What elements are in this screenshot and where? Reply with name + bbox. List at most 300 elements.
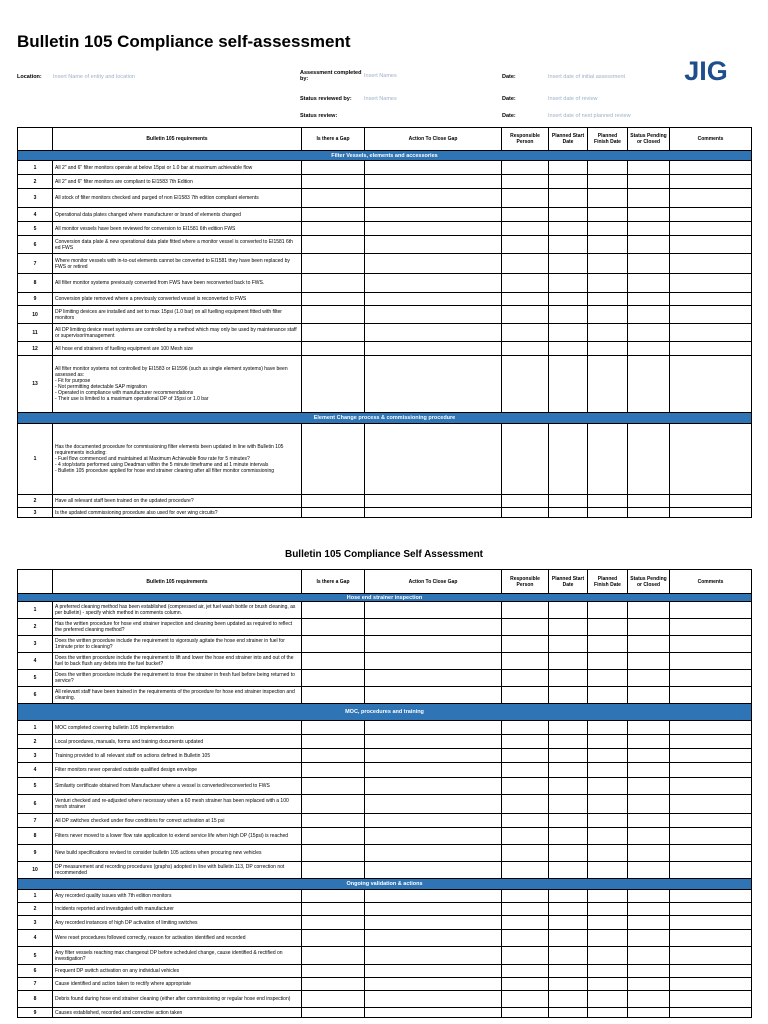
finish-date-cell[interactable]: [588, 903, 628, 916]
start-date-cell[interactable]: [549, 814, 588, 828]
table-row: [18, 293, 752, 306]
responsible-cell[interactable]: [502, 602, 549, 619]
start-date-cell[interactable]: [549, 495, 588, 508]
comments-cell[interactable]: [670, 495, 752, 508]
status-cell[interactable]: [628, 814, 670, 828]
gap-cell[interactable]: [302, 175, 365, 189]
status-cell[interactable]: [628, 161, 670, 175]
start-date-cell[interactable]: [549, 670, 588, 687]
start-date-cell[interactable]: [549, 965, 588, 978]
initial-date-field[interactable]: Insert date of initial assessment: [548, 74, 626, 80]
responsible-cell[interactable]: [502, 795, 549, 814]
action-cell[interactable]: [365, 670, 502, 687]
comments-cell[interactable]: [670, 862, 752, 879]
comments-cell[interactable]: [670, 636, 752, 653]
responsible-cell[interactable]: [502, 189, 549, 208]
action-cell[interactable]: [365, 814, 502, 828]
responsible-cell[interactable]: [502, 814, 549, 828]
action-cell[interactable]: [365, 1008, 502, 1018]
finish-date-cell[interactable]: [588, 670, 628, 687]
responsible-cell[interactable]: [502, 763, 549, 778]
action-cell[interactable]: [365, 828, 502, 845]
finish-date-cell[interactable]: [588, 274, 628, 293]
status-cell[interactable]: [628, 1008, 670, 1018]
action-cell[interactable]: [365, 978, 502, 991]
start-date-cell[interactable]: [549, 947, 588, 965]
status-cell[interactable]: [628, 930, 670, 947]
responsible-cell[interactable]: [502, 890, 549, 903]
comments-cell[interactable]: [670, 274, 752, 293]
action-cell[interactable]: [365, 795, 502, 814]
action-cell[interactable]: [365, 991, 502, 1008]
finish-date-cell[interactable]: [588, 721, 628, 735]
comments-cell[interactable]: [670, 208, 752, 222]
responsible-cell[interactable]: [502, 208, 549, 222]
review-date-field[interactable]: Insert date of review: [548, 96, 598, 102]
start-date-cell[interactable]: [549, 324, 588, 342]
gap-cell[interactable]: [302, 424, 365, 495]
start-date-cell[interactable]: [549, 653, 588, 670]
responsible-cell[interactable]: [502, 670, 549, 687]
finish-date-cell[interactable]: [588, 1008, 628, 1018]
action-cell[interactable]: [365, 274, 502, 293]
action-cell[interactable]: [365, 293, 502, 306]
responsible-cell[interactable]: [502, 161, 549, 175]
start-date-cell[interactable]: [549, 845, 588, 862]
action-cell[interactable]: [365, 495, 502, 508]
table-row: [18, 814, 752, 828]
responsible-cell[interactable]: [502, 778, 549, 795]
action-cell[interactable]: [365, 636, 502, 653]
assessment-names-field[interactable]: Insert Names: [364, 73, 397, 79]
start-date-cell[interactable]: [549, 342, 588, 356]
action-cell[interactable]: [365, 749, 502, 763]
status-cell[interactable]: [628, 236, 670, 254]
gap-cell[interactable]: [302, 222, 365, 236]
status-cell[interactable]: [628, 862, 670, 879]
status-cell[interactable]: [628, 965, 670, 978]
comments-cell[interactable]: [670, 828, 752, 845]
comments-cell[interactable]: [670, 778, 752, 795]
finish-date-cell[interactable]: [588, 991, 628, 1008]
start-date-cell[interactable]: [549, 293, 588, 306]
start-date-cell[interactable]: [549, 208, 588, 222]
status-cell[interactable]: [628, 222, 670, 236]
status-cell[interactable]: [628, 947, 670, 965]
action-cell[interactable]: [365, 763, 502, 778]
gap-cell[interactable]: [302, 845, 365, 862]
responsible-cell[interactable]: [502, 903, 549, 916]
comments-cell[interactable]: [670, 342, 752, 356]
action-cell[interactable]: [365, 175, 502, 189]
finish-date-cell[interactable]: [588, 978, 628, 991]
finish-date-cell[interactable]: [588, 965, 628, 978]
start-date-cell[interactable]: [549, 236, 588, 254]
responsible-cell[interactable]: [502, 254, 549, 274]
finish-date-cell[interactable]: [588, 735, 628, 749]
action-cell[interactable]: [365, 735, 502, 749]
row-number: 6: [18, 965, 53, 978]
comments-cell[interactable]: [670, 845, 752, 862]
status-cell[interactable]: [628, 342, 670, 356]
action-cell[interactable]: [365, 324, 502, 342]
comments-cell[interactable]: [670, 735, 752, 749]
comments-cell[interactable]: [670, 293, 752, 306]
responsible-cell[interactable]: [502, 274, 549, 293]
start-date-cell[interactable]: [549, 916, 588, 930]
action-cell[interactable]: [365, 687, 502, 704]
comments-cell[interactable]: [670, 619, 752, 636]
finish-date-cell[interactable]: [588, 175, 628, 189]
status-cell[interactable]: [628, 653, 670, 670]
start-date-cell[interactable]: [549, 978, 588, 991]
start-date-cell[interactable]: [549, 687, 588, 704]
start-date-cell[interactable]: [549, 862, 588, 879]
comments-cell[interactable]: [670, 670, 752, 687]
status-cell[interactable]: [628, 274, 670, 293]
finish-date-cell[interactable]: [588, 828, 628, 845]
start-date-cell[interactable]: [549, 508, 588, 518]
responsible-cell[interactable]: [502, 930, 549, 947]
comments-cell[interactable]: [670, 222, 752, 236]
comments-cell[interactable]: [670, 653, 752, 670]
comments-cell[interactable]: [670, 189, 752, 208]
gap-cell[interactable]: [302, 930, 365, 947]
gap-cell[interactable]: [302, 721, 365, 735]
action-cell[interactable]: [365, 653, 502, 670]
finish-date-cell[interactable]: [588, 222, 628, 236]
status-cell[interactable]: [628, 795, 670, 814]
comments-cell[interactable]: [670, 236, 752, 254]
comments-cell[interactable]: [670, 161, 752, 175]
gap-cell[interactable]: [302, 306, 365, 324]
comments-cell[interactable]: [670, 749, 752, 763]
start-date-cell[interactable]: [549, 602, 588, 619]
gap-cell[interactable]: [302, 495, 365, 508]
gap-cell[interactable]: [302, 862, 365, 879]
start-date-cell[interactable]: [549, 222, 588, 236]
finish-date-cell[interactable]: [588, 814, 628, 828]
finish-date-cell[interactable]: [588, 947, 628, 965]
responsible-cell[interactable]: [502, 735, 549, 749]
responsible-cell[interactable]: [502, 916, 549, 930]
gap-cell[interactable]: [302, 890, 365, 903]
finish-date-cell[interactable]: [588, 862, 628, 879]
responsible-cell[interactable]: [502, 342, 549, 356]
action-cell[interactable]: [365, 236, 502, 254]
action-cell[interactable]: [365, 254, 502, 274]
comments-cell[interactable]: [670, 602, 752, 619]
start-date-cell[interactable]: [549, 161, 588, 175]
responsible-cell[interactable]: [502, 947, 549, 965]
status-cell[interactable]: [628, 189, 670, 208]
start-date-cell[interactable]: [549, 721, 588, 735]
responsible-cell[interactable]: [502, 619, 549, 636]
action-cell[interactable]: [365, 903, 502, 916]
status-cell[interactable]: [628, 721, 670, 735]
gap-cell[interactable]: [302, 795, 365, 814]
action-cell[interactable]: [365, 930, 502, 947]
action-cell[interactable]: [365, 602, 502, 619]
action-cell[interactable]: [365, 208, 502, 222]
finish-date-cell[interactable]: [588, 890, 628, 903]
responsible-cell[interactable]: [502, 978, 549, 991]
gap-cell[interactable]: [302, 916, 365, 930]
status-cell[interactable]: [628, 495, 670, 508]
start-date-cell[interactable]: [549, 828, 588, 845]
gap-cell[interactable]: [302, 1008, 365, 1018]
comments-cell[interactable]: [670, 890, 752, 903]
status-cell[interactable]: [628, 903, 670, 916]
start-date-cell[interactable]: [549, 1008, 588, 1018]
location-field[interactable]: Insert Name of entity and location: [53, 74, 135, 80]
status-cell[interactable]: [628, 619, 670, 636]
responsible-cell[interactable]: [502, 749, 549, 763]
status-cell[interactable]: [628, 254, 670, 274]
start-date-cell[interactable]: [549, 735, 588, 749]
comments-cell[interactable]: [670, 903, 752, 916]
start-date-cell[interactable]: [549, 903, 588, 916]
responsible-cell[interactable]: [502, 687, 549, 704]
comments-cell[interactable]: [670, 1008, 752, 1018]
gap-cell[interactable]: [302, 161, 365, 175]
finish-date-cell[interactable]: [588, 342, 628, 356]
finish-date-cell[interactable]: [588, 795, 628, 814]
gap-cell[interactable]: [302, 965, 365, 978]
table-row: [18, 1008, 752, 1018]
finish-date-cell[interactable]: [588, 749, 628, 763]
status-cell[interactable]: [628, 208, 670, 222]
start-date-cell[interactable]: [549, 749, 588, 763]
action-cell[interactable]: [365, 965, 502, 978]
gap-cell[interactable]: [302, 342, 365, 356]
status-cell[interactable]: [628, 978, 670, 991]
responsible-cell[interactable]: [502, 862, 549, 879]
gap-cell[interactable]: [302, 189, 365, 208]
finish-date-cell[interactable]: [588, 208, 628, 222]
finish-date-header: Planned Finish Date: [588, 128, 628, 151]
finish-date-cell[interactable]: [588, 161, 628, 175]
responsible-cell[interactable]: [502, 222, 549, 236]
action-cell[interactable]: [365, 356, 502, 413]
status-cell[interactable]: [628, 175, 670, 189]
status-cell[interactable]: [628, 890, 670, 903]
start-date-cell[interactable]: [549, 306, 588, 324]
status-cell[interactable]: [628, 778, 670, 795]
gap-cell[interactable]: [302, 749, 365, 763]
gap-cell[interactable]: [302, 947, 365, 965]
status-cell[interactable]: [628, 356, 670, 413]
gap-cell[interactable]: [302, 991, 365, 1008]
finish-date-cell[interactable]: [588, 236, 628, 254]
action-cell[interactable]: [365, 862, 502, 879]
responsible-cell[interactable]: [502, 324, 549, 342]
gap-cell[interactable]: [302, 324, 365, 342]
start-date-cell[interactable]: [549, 763, 588, 778]
start-date-cell[interactable]: [549, 274, 588, 293]
responsible-cell[interactable]: [502, 845, 549, 862]
action-cell[interactable]: [365, 342, 502, 356]
finish-date-cell[interactable]: [588, 916, 628, 930]
start-date-cell[interactable]: [549, 254, 588, 274]
finish-date-cell[interactable]: [588, 619, 628, 636]
gap-cell[interactable]: [302, 236, 365, 254]
action-cell[interactable]: [365, 619, 502, 636]
start-date-cell[interactable]: [549, 930, 588, 947]
gap-cell[interactable]: [302, 356, 365, 413]
next-review-date-field[interactable]: Insert date of next planned review: [548, 113, 631, 119]
comments-cell[interactable]: [670, 175, 752, 189]
finish-date-cell[interactable]: [588, 763, 628, 778]
comments-cell[interactable]: [670, 930, 752, 947]
gap-cell[interactable]: [302, 293, 365, 306]
reviewer-names-field[interactable]: Insert Names: [364, 96, 397, 102]
status-cell[interactable]: [628, 845, 670, 862]
action-cell[interactable]: [365, 508, 502, 518]
start-date-cell[interactable]: [549, 890, 588, 903]
responsible-cell[interactable]: [502, 424, 549, 495]
gap-cell[interactable]: [302, 903, 365, 916]
gap-cell[interactable]: [302, 735, 365, 749]
comments-cell[interactable]: [670, 814, 752, 828]
responsible-cell[interactable]: [502, 495, 549, 508]
gap-cell[interactable]: [302, 254, 365, 274]
finish-date-cell[interactable]: [588, 508, 628, 518]
comments-cell[interactable]: [670, 978, 752, 991]
finish-date-cell[interactable]: [588, 424, 628, 495]
status-cell[interactable]: [628, 749, 670, 763]
start-date-cell[interactable]: [549, 991, 588, 1008]
start-date-cell[interactable]: [549, 424, 588, 495]
action-cell[interactable]: [365, 947, 502, 965]
responsible-cell[interactable]: [502, 175, 549, 189]
status-cell[interactable]: [628, 424, 670, 495]
action-cell[interactable]: [365, 721, 502, 735]
finish-date-cell[interactable]: [588, 189, 628, 208]
gap-cell[interactable]: [302, 208, 365, 222]
comments-cell[interactable]: [670, 916, 752, 930]
start-date-cell[interactable]: [549, 636, 588, 653]
gap-cell[interactable]: [302, 687, 365, 704]
gap-cell[interactable]: [302, 828, 365, 845]
finish-date-cell[interactable]: [588, 293, 628, 306]
gap-cell[interactable]: [302, 814, 365, 828]
finish-date-cell[interactable]: [588, 687, 628, 704]
action-cell[interactable]: [365, 161, 502, 175]
comments-cell[interactable]: [670, 721, 752, 735]
start-date-cell[interactable]: [549, 619, 588, 636]
action-cell[interactable]: [365, 778, 502, 795]
gap-cell[interactable]: [302, 670, 365, 687]
gap-cell[interactable]: [302, 636, 365, 653]
gap-cell[interactable]: [302, 763, 365, 778]
status-cell[interactable]: [628, 306, 670, 324]
comments-cell[interactable]: [670, 965, 752, 978]
finish-date-cell[interactable]: [588, 653, 628, 670]
status-cell[interactable]: [628, 991, 670, 1008]
finish-date-cell[interactable]: [588, 356, 628, 413]
action-cell[interactable]: [365, 424, 502, 495]
comments-cell[interactable]: [670, 424, 752, 495]
start-date-cell[interactable]: [549, 356, 588, 413]
status-cell[interactable]: [628, 636, 670, 653]
start-date-cell[interactable]: [549, 189, 588, 208]
comments-cell[interactable]: [670, 991, 752, 1008]
comments-cell[interactable]: [670, 763, 752, 778]
comments-cell[interactable]: [670, 508, 752, 518]
comments-cell[interactable]: [670, 687, 752, 704]
action-cell[interactable]: [365, 189, 502, 208]
status-cell[interactable]: [628, 508, 670, 518]
responsible-cell[interactable]: [502, 991, 549, 1008]
action-cell[interactable]: [365, 916, 502, 930]
finish-date-cell[interactable]: [588, 324, 628, 342]
action-cell[interactable]: [365, 222, 502, 236]
status-cell[interactable]: [628, 735, 670, 749]
start-date-cell[interactable]: [549, 175, 588, 189]
responsible-cell[interactable]: [502, 653, 549, 670]
responsible-cell[interactable]: [502, 965, 549, 978]
action-cell[interactable]: [365, 890, 502, 903]
finish-date-cell[interactable]: [588, 930, 628, 947]
status-cell[interactable]: [628, 602, 670, 619]
comments-cell[interactable]: [670, 306, 752, 324]
status-cell[interactable]: [628, 763, 670, 778]
finish-date-cell[interactable]: [588, 495, 628, 508]
status-cell[interactable]: [628, 324, 670, 342]
gap-cell[interactable]: [302, 508, 365, 518]
responsible-cell[interactable]: [502, 508, 549, 518]
responsible-cell[interactable]: [502, 293, 549, 306]
comments-cell[interactable]: [670, 324, 752, 342]
responsible-cell[interactable]: [502, 1008, 549, 1018]
responsible-cell[interactable]: [502, 828, 549, 845]
finish-date-cell[interactable]: [588, 845, 628, 862]
action-cell[interactable]: [365, 845, 502, 862]
gap-cell[interactable]: [302, 602, 365, 619]
start-date-cell[interactable]: [549, 795, 588, 814]
date-label-3: Date:: [502, 113, 516, 119]
gap-cell[interactable]: [302, 619, 365, 636]
comments-cell[interactable]: [670, 947, 752, 965]
gap-cell[interactable]: [302, 653, 365, 670]
comments-cell[interactable]: [670, 795, 752, 814]
start-date-cell[interactable]: [549, 778, 588, 795]
finish-date-cell[interactable]: [588, 254, 628, 274]
finish-date-cell[interactable]: [588, 636, 628, 653]
responsible-cell[interactable]: [502, 636, 549, 653]
gap-cell[interactable]: [302, 778, 365, 795]
responsible-cell[interactable]: [502, 236, 549, 254]
responsible-cell[interactable]: [502, 721, 549, 735]
status-cell[interactable]: [628, 828, 670, 845]
finish-date-cell[interactable]: [588, 602, 628, 619]
finish-date-cell[interactable]: [588, 778, 628, 795]
comments-cell[interactable]: [670, 254, 752, 274]
status-cell[interactable]: [628, 687, 670, 704]
gap-cell[interactable]: [302, 274, 365, 293]
finish-date-cell[interactable]: [588, 306, 628, 324]
gap-cell[interactable]: [302, 978, 365, 991]
responsible-cell[interactable]: [502, 306, 549, 324]
action-cell[interactable]: [365, 306, 502, 324]
status-cell[interactable]: [628, 916, 670, 930]
row-number: 10: [18, 862, 53, 879]
status-cell[interactable]: [628, 293, 670, 306]
responsible-cell[interactable]: [502, 356, 549, 413]
status-cell[interactable]: [628, 670, 670, 687]
comments-cell[interactable]: [670, 356, 752, 413]
